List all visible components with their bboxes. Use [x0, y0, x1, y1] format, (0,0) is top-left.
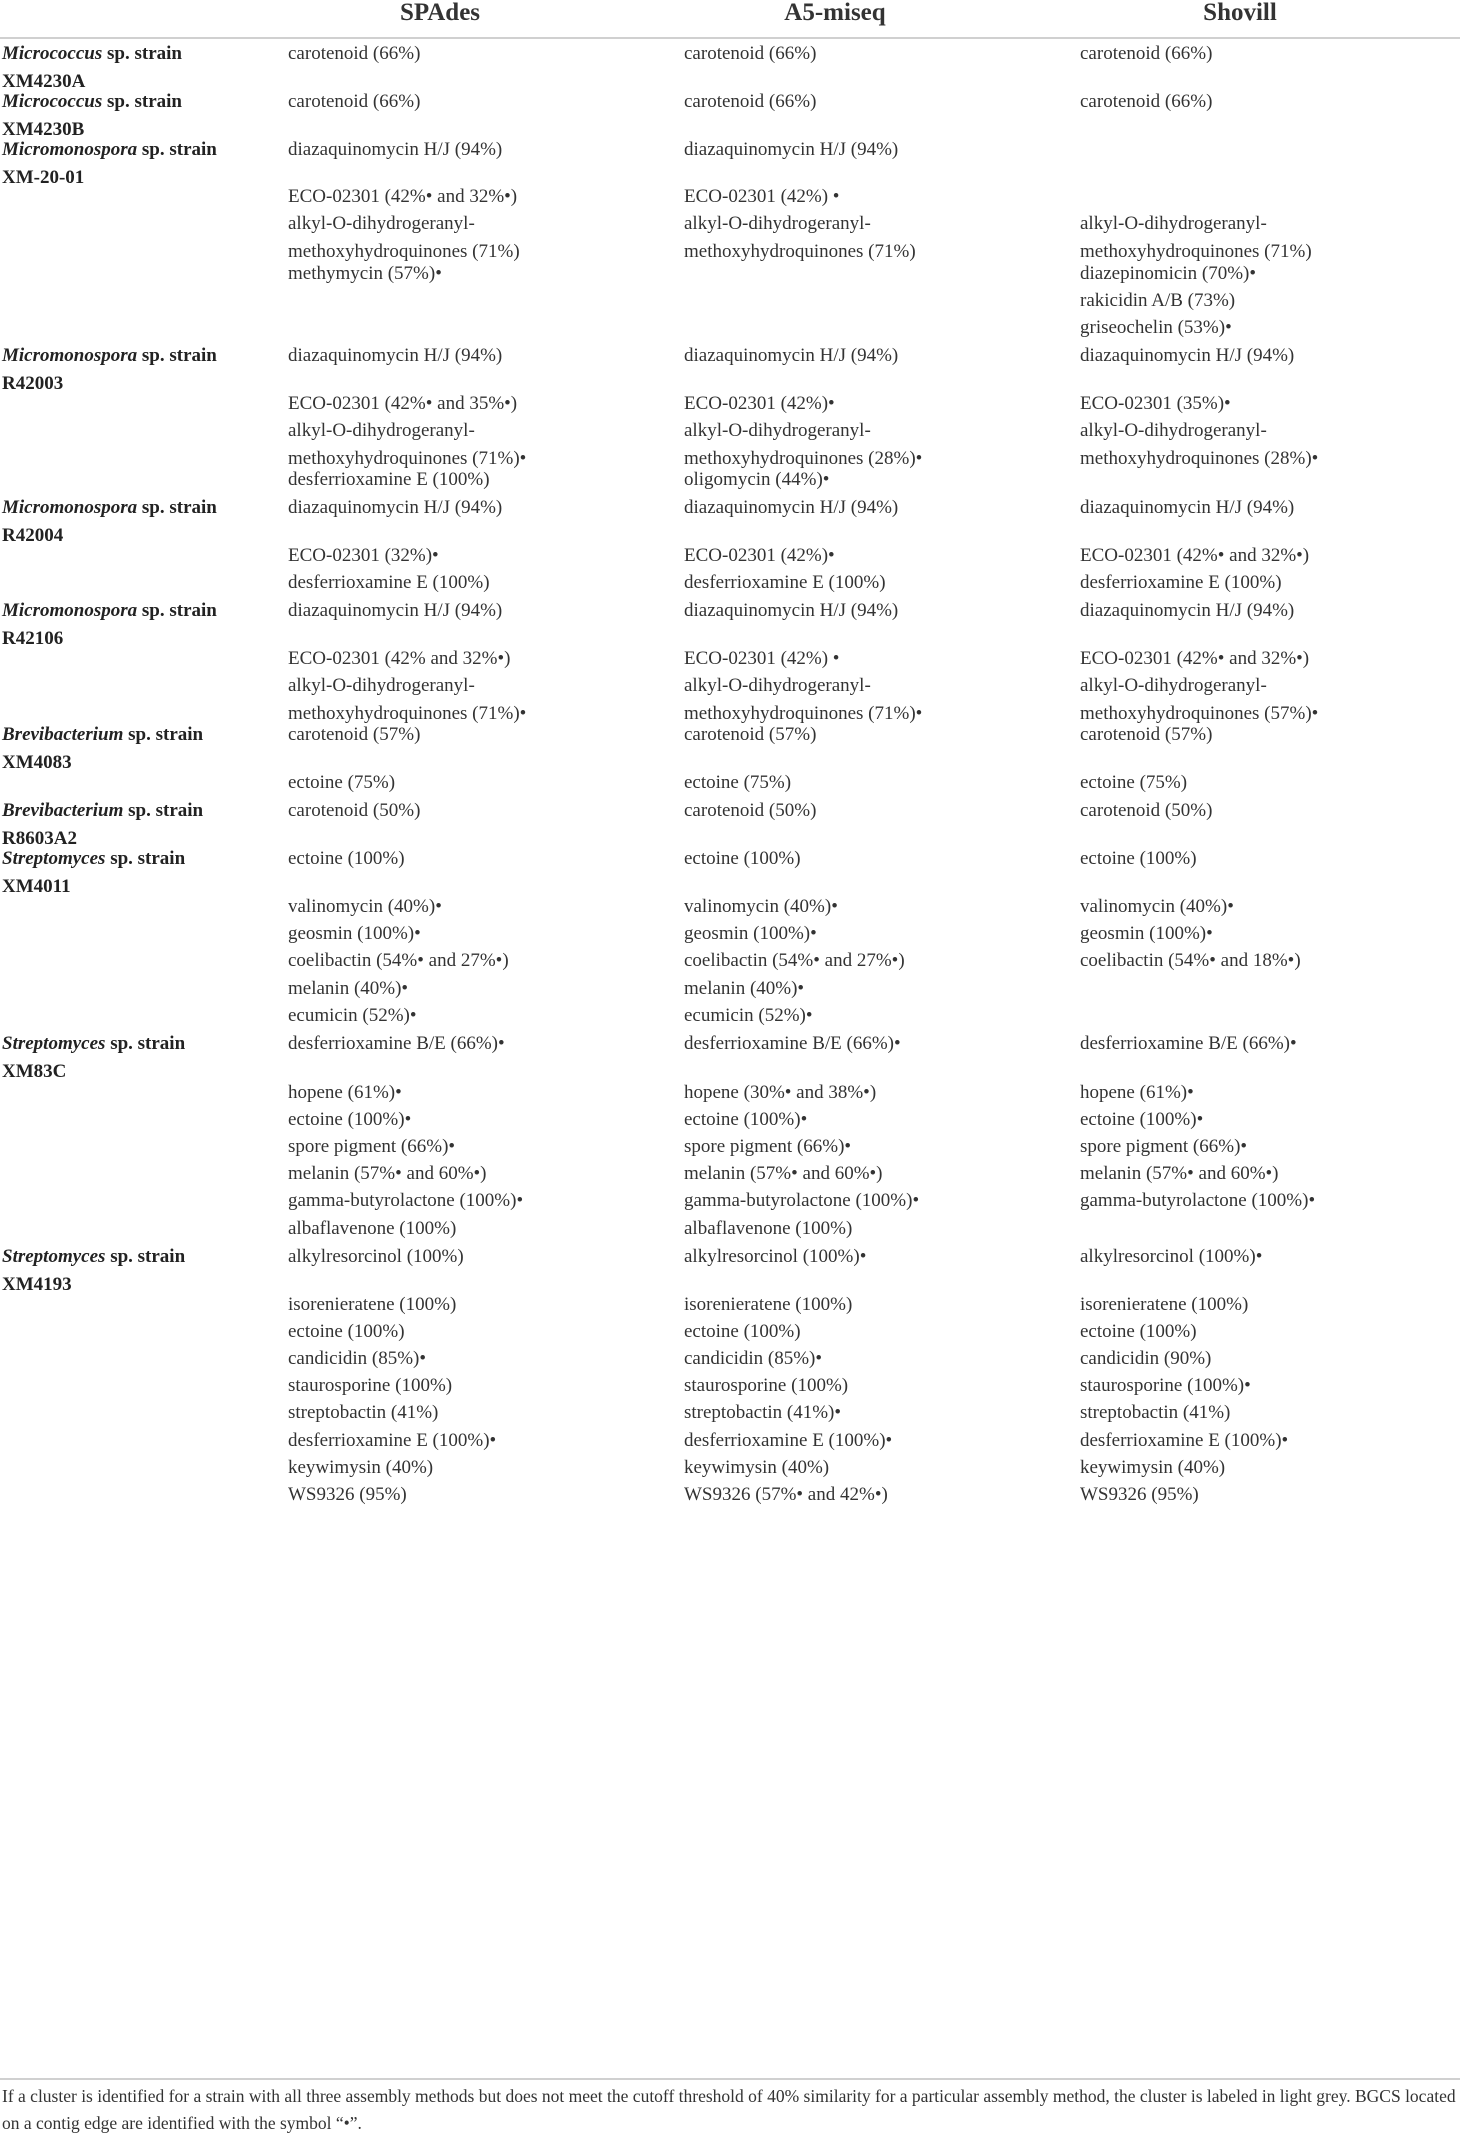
bgc-cell-spades: spore pigment (66%)• — [288, 1136, 456, 1157]
bgc-cell-a5-miseq: diazaquinomycin H/J (94%) — [684, 600, 899, 621]
strain-id: R42106 — [2, 628, 64, 649]
strain-genus: Micrococcus — [2, 43, 103, 64]
bgc-cell-spades: coelibactin (54%• and 27%•) — [288, 950, 509, 971]
bgc-cell-a5-miseq: ectoine (100%) — [684, 848, 801, 869]
bgc-cell-a5-miseq: alkyl-O-dihydrogeranyl- methoxyhydroquinones (71%) — [684, 213, 916, 262]
strain-descriptor: sp. strain — [105, 1246, 186, 1267]
strain-genus: Brevibacterium — [2, 800, 124, 821]
bgc-cell-shovill: desferrioxamine B/E (66%)• — [1080, 1033, 1297, 1054]
strain-id: XM4193 — [2, 1274, 72, 1295]
strain-descriptor: sp. strain — [123, 724, 204, 745]
bgc-cell-a5-miseq: geosmin (100%)• — [684, 923, 817, 944]
bgc-cell-a5-miseq: keywimysin (40%) — [684, 1457, 830, 1478]
bgc-cell-a5-miseq: alkyl-O-dihydrogeranyl- methoxyhydroquinones (71%)• — [684, 675, 923, 724]
bgc-cell-shovill: gamma-butyrolactone (100%)• — [1080, 1190, 1316, 1211]
bgc-cell-shovill: carotenoid (66%) — [1080, 43, 1213, 64]
bgc-cell-a5-miseq: spore pigment (66%)• — [684, 1136, 852, 1157]
bgc-cell-shovill: alkyl-O-dihydrogeranyl- methoxyhydroquinones (71%) — [1080, 213, 1312, 262]
bgc-cell-spades: diazaquinomycin H/J (94%) — [288, 345, 503, 366]
bgc-cell-shovill: diazepinomicin (70%)• — [1080, 263, 1257, 284]
strain-genus: Streptomyces — [2, 848, 106, 869]
bgc-cell-a5-miseq: alkyl-O-dihydrogeranyl- methoxyhydroquinones (28%)• — [684, 420, 923, 469]
bgc-cell-spades: diazaquinomycin H/J (94%) — [288, 497, 503, 518]
bgc-cell-shovill: keywimysin (40%) — [1080, 1457, 1226, 1478]
bgc-cell-a5-miseq: carotenoid (66%) — [684, 43, 817, 64]
bgc-cell-a5-miseq: carotenoid (50%) — [684, 800, 817, 821]
bgc-cell-a5-miseq: ECO-02301 (42%)• — [684, 545, 835, 566]
strain-label — [2, 342, 272, 398]
bgc-cell-spades: WS9326 (95%) — [288, 1484, 407, 1505]
bgc-cell-a5-miseq: diazaquinomycin H/J (94%) — [684, 497, 899, 518]
strain-descriptor: sp. strain — [137, 345, 217, 366]
footer-rule — [0, 2078, 1460, 2080]
bgc-cell-shovill: carotenoid (50%) — [1080, 800, 1213, 821]
bgc-cell-shovill: diazaquinomycin H/J (94%) — [1080, 600, 1295, 621]
bgc-cell-shovill: alkylresorcinol (100%)• — [1080, 1246, 1263, 1267]
bgc-cell-spades: alkyl-O-dihydrogeranyl- methoxyhydroquinones (71%) — [288, 213, 520, 262]
bgc-cell-spades: ecumicin (52%)• — [288, 1005, 417, 1026]
column-header-a5-miseq: A5-miseq — [784, 0, 886, 26]
bgc-cell-spades: alkyl-O-dihydrogeranyl- methoxyhydroquinones (71%)• — [288, 675, 527, 724]
bgc-cell-shovill: staurosporine (100%)• — [1080, 1375, 1251, 1396]
bgc-cell-a5-miseq: streptobactin (41%)• — [684, 1402, 842, 1423]
strain-descriptor: sp. strain — [102, 91, 182, 112]
bgc-cell-a5-miseq: ECO-02301 (42%)• — [684, 393, 835, 414]
strain-label — [2, 136, 272, 192]
bgc-cell-shovill: melanin (57%• and 60%•) — [1080, 1163, 1279, 1184]
bgc-cell-a5-miseq: ectoine (75%) — [684, 772, 792, 793]
bgc-cell-a5-miseq: ECO-02301 (42%) • — [684, 186, 840, 207]
bgc-cell-a5-miseq: ECO-02301 (42%) • — [684, 648, 840, 669]
bgc-cell-a5-miseq: diazaquinomycin H/J (94%) — [684, 345, 899, 366]
strain-descriptor: sp. strain — [105, 1033, 186, 1054]
bgc-cell-shovill: desferrioxamine E (100%)• — [1080, 1430, 1289, 1451]
strain-genus: Micromonospora — [2, 345, 138, 366]
bgc-cell-shovill: ectoine (100%) — [1080, 1321, 1197, 1342]
bgc-cell-spades: methymycin (57%)• — [288, 263, 442, 284]
bgc-cell-spades: staurosporine (100%) — [288, 1375, 453, 1396]
strain-genus: Micromonospora — [2, 139, 138, 160]
strain-id: R42004 — [2, 525, 64, 546]
bgc-cell-spades: desferrioxamine E (100%) — [288, 469, 490, 490]
strain-genus: Micrococcus — [2, 91, 103, 112]
bgc-cell-shovill: ectoine (100%) — [1080, 848, 1197, 869]
bgc-cell-shovill: desferrioxamine E (100%) — [1080, 572, 1282, 593]
strain-descriptor: sp. strain — [137, 139, 217, 160]
bgc-cell-a5-miseq: valinomycin (40%)• — [684, 896, 838, 917]
strain-genus: Brevibacterium — [2, 724, 124, 745]
bgc-cell-shovill: spore pigment (66%)• — [1080, 1136, 1248, 1157]
bgc-cell-shovill: diazaquinomycin H/J (94%) — [1080, 345, 1295, 366]
bgc-cell-a5-miseq: desferrioxamine E (100%)• — [684, 1430, 893, 1451]
bgc-cell-shovill: ECO-02301 (42%• and 32%•) — [1080, 545, 1310, 566]
strain-id: R42003 — [2, 373, 64, 394]
bgc-cell-a5-miseq: diazaquinomycin H/J (94%) — [684, 139, 899, 160]
bgc-cell-a5-miseq: staurosporine (100%) — [684, 1375, 849, 1396]
bgc-cell-shovill: griseochelin (53%)• — [1080, 317, 1232, 338]
strain-descriptor: sp. strain — [123, 800, 204, 821]
bgc-cell-shovill: alkyl-O-dihydrogeranyl- methoxyhydroquinones (28%)• — [1080, 420, 1319, 469]
strain-genus: Micromonospora — [2, 600, 138, 621]
strain-genus: Streptomyces — [2, 1033, 106, 1054]
bgc-cell-a5-miseq: hopene (30%• and 38%•) — [684, 1082, 877, 1103]
bgc-cell-a5-miseq: ectoine (100%) — [684, 1321, 801, 1342]
bgc-cell-spades: valinomycin (40%)• — [288, 896, 442, 917]
bgc-cell-spades: melanin (57%• and 60%•) — [288, 1163, 487, 1184]
bgc-cell-spades: ectoine (100%) — [288, 848, 405, 869]
bgc-cell-spades: streptobactin (41%) — [288, 1402, 439, 1423]
bgc-cell-spades: diazaquinomycin H/J (94%) — [288, 600, 503, 621]
strain-label — [2, 845, 272, 901]
bgc-cell-spades: alkyl-O-dihydrogeranyl- methoxyhydroquinones (71%)• — [288, 420, 527, 469]
bgc-cell-spades: ECO-02301 (42%• and 32%•) — [288, 186, 518, 207]
column-header-spades: SPAdes — [399, 0, 481, 26]
bgc-cell-shovill: ectoine (75%) — [1080, 772, 1188, 793]
bgc-cell-spades: carotenoid (66%) — [288, 91, 421, 112]
bgc-cell-spades: melanin (40%)• — [288, 978, 409, 999]
bgc-cell-spades: hopene (61%)• — [288, 1082, 402, 1103]
bgc-cell-spades: ECO-02301 (42%• and 35%•) — [288, 393, 518, 414]
bgc-cell-shovill: candicidin (90%) — [1080, 1348, 1212, 1369]
bgc-cell-spades: keywimysin (40%) — [288, 1457, 434, 1478]
bgc-cell-shovill: isorenieratene (100%) — [1080, 1294, 1249, 1315]
bgc-cell-shovill: ECO-02301 (42%• and 32%•) — [1080, 648, 1310, 669]
bgc-cell-a5-miseq: melanin (40%)• — [684, 978, 805, 999]
strain-label — [2, 1030, 272, 1086]
strain-id: XM4083 — [2, 752, 72, 773]
bgc-cell-a5-miseq: desferrioxamine B/E (66%)• — [684, 1033, 901, 1054]
bgc-cell-spades: carotenoid (50%) — [288, 800, 421, 821]
strain-label — [2, 494, 272, 550]
bgc-cell-shovill: hopene (61%)• — [1080, 1082, 1194, 1103]
strain-label — [2, 597, 272, 653]
strain-id: XM4011 — [2, 876, 71, 897]
strain-descriptor: sp. strain — [102, 43, 182, 64]
bgc-cell-a5-miseq: melanin (57%• and 60%•) — [684, 1163, 883, 1184]
bgc-cell-shovill: carotenoid (57%) — [1080, 724, 1213, 745]
bgc-cell-shovill: WS9326 (95%) — [1080, 1484, 1199, 1505]
bgc-cell-spades: carotenoid (57%) — [288, 724, 421, 745]
strain-id: XM-20-01 — [2, 167, 85, 188]
bgc-cell-spades: isorenieratene (100%) — [288, 1294, 457, 1315]
strain-label — [2, 721, 272, 777]
strain-id: XM4230A — [2, 71, 86, 92]
bgc-cell-shovill: streptobactin (41%) — [1080, 1402, 1231, 1423]
bgc-cell-spades: alkylresorcinol (100%) — [288, 1246, 464, 1267]
bgc-cell-shovill: ectoine (100%)• — [1080, 1109, 1204, 1130]
strain-descriptor: sp. strain — [137, 600, 217, 621]
strain-descriptor: sp. strain — [137, 497, 217, 518]
bgc-cell-shovill: valinomycin (40%)• — [1080, 896, 1234, 917]
bgc-cell-shovill: rakicidin A/B (73%) — [1080, 290, 1236, 311]
table-footnote: If a cluster is identified for a strain with all three assembly methods but does not meet the cutoff threshold of 40% similarity for a particular assembly method, the cluster is labeled in light grey. BGCS located on a contig edge are identified with the symbol “•”. — [2, 2086, 1456, 2133]
bgc-cell-shovill: geosmin (100%)• — [1080, 923, 1213, 944]
strain-descriptor: sp. strain — [105, 848, 186, 869]
bgc-cell-a5-miseq: isorenieratene (100%) — [684, 1294, 853, 1315]
bgc-cell-spades: ECO-02301 (32%)• — [288, 545, 439, 566]
bgc-cell-spades: desferrioxamine E (100%)• — [288, 1430, 497, 1451]
strain-label — [2, 1243, 272, 1299]
bgc-cell-a5-miseq: ecumicin (52%)• — [684, 1005, 813, 1026]
bgc-cell-a5-miseq: carotenoid (66%) — [684, 91, 817, 112]
strain-genus: Streptomyces — [2, 1246, 106, 1267]
bgc-cell-a5-miseq: carotenoid (57%) — [684, 724, 817, 745]
bgc-cell-spades: diazaquinomycin H/J (94%) — [288, 139, 503, 160]
bgc-cell-spades: desferrioxamine E (100%) — [288, 572, 490, 593]
bgc-cell-spades: ectoine (100%) — [288, 1321, 405, 1342]
bgc-cell-shovill: alkyl-O-dihydrogeranyl- methoxyhydroquinones (57%)• — [1080, 675, 1319, 724]
bgc-cell-spades: albaflavenone (100%) — [288, 1218, 457, 1239]
bgc-cell-a5-miseq: desferrioxamine E (100%) — [684, 572, 886, 593]
bgc-cell-a5-miseq: WS9326 (57%• and 42%•) — [684, 1484, 888, 1505]
strain-id: R8603A2 — [2, 828, 77, 849]
column-header-shovill: Shovill — [1203, 0, 1277, 26]
bgc-cell-a5-miseq: oligomycin (44%)• — [684, 469, 830, 490]
header-rule — [0, 37, 1460, 39]
strain-id: XM83C — [2, 1061, 67, 1082]
bgc-cell-spades: candicidin (85%)• — [288, 1348, 427, 1369]
bgc-cell-a5-miseq: candicidin (85%)• — [684, 1348, 823, 1369]
bgc-cell-a5-miseq: alkylresorcinol (100%)• — [684, 1246, 867, 1267]
bgc-cell-spades: desferrioxamine B/E (66%)• — [288, 1033, 505, 1054]
bgc-cell-spades: gamma-butyrolactone (100%)• — [288, 1190, 524, 1211]
bgc-cell-spades: ECO-02301 (42% and 32%•) — [288, 648, 511, 669]
bgc-cell-shovill: ECO-02301 (35%)• — [1080, 393, 1231, 414]
bgc-cell-a5-miseq: albaflavenone (100%) — [684, 1218, 853, 1239]
bgc-cell-shovill: diazaquinomycin H/J (94%) — [1080, 497, 1295, 518]
bgc-cell-a5-miseq: gamma-butyrolactone (100%)• — [684, 1190, 920, 1211]
bgc-cell-spades: carotenoid (66%) — [288, 43, 421, 64]
bgc-cell-a5-miseq: coelibactin (54%• and 27%•) — [684, 950, 905, 971]
strain-id: XM4230B — [2, 119, 85, 140]
bgc-cell-spades: geosmin (100%)• — [288, 923, 421, 944]
bgc-cell-shovill: coelibactin (54%• and 18%•) — [1080, 950, 1301, 971]
bgc-cell-shovill: carotenoid (66%) — [1080, 91, 1213, 112]
strain-genus: Micromonospora — [2, 497, 138, 518]
bgc-cell-a5-miseq: ectoine (100%)• — [684, 1109, 808, 1130]
bgc-cell-spades: ectoine (100%)• — [288, 1109, 412, 1130]
bgc-cell-spades: ectoine (75%) — [288, 772, 396, 793]
